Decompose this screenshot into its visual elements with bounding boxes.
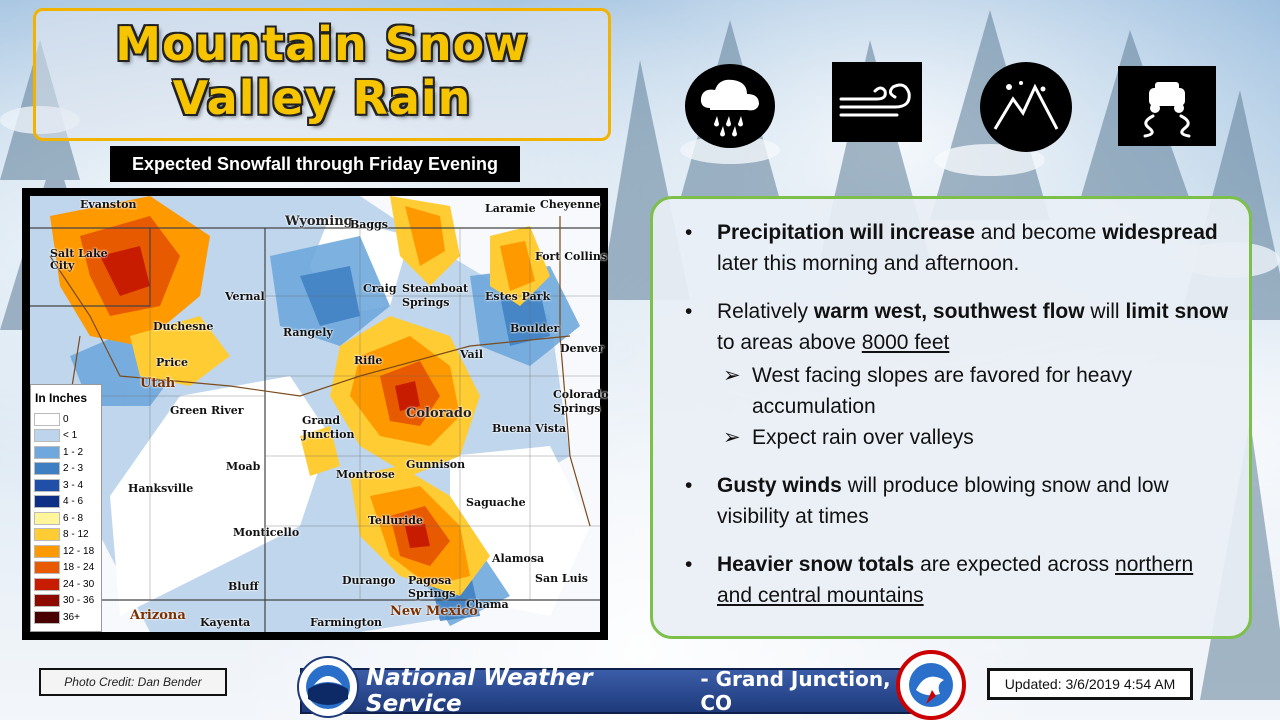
map-label-monticello: Monticello [233,526,300,539]
legend-row [31,510,101,527]
title-line-1: Mountain Snow [115,17,529,71]
legend-swatch [34,512,60,525]
map-label-price: Price [156,356,188,369]
legend-label: 4 - 6 [63,496,84,508]
map-label-arizona: Arizona [130,608,186,623]
legend-label: 24 - 30 [63,578,95,590]
legend-swatch [34,429,60,442]
map-label-farmington: Farmington [310,616,383,629]
bullet-4-underlined: northern and central mountains [717,553,1194,607]
nws-logo-icon [896,650,966,720]
map-label-pagosa-springs: Pagosa Springs [408,574,456,600]
map-label-estes-park: Estes Park [485,290,551,303]
nws-banner [300,665,930,717]
legend-swatch [34,578,60,591]
bullet-2-text-2: to areas above [717,331,862,354]
rain-cloud-icon [685,64,775,148]
map-label-colorado: Colorado [406,406,472,421]
arrow-icon: ➢ [723,426,741,449]
map-label-rangely: Rangely [283,326,333,339]
legend-label: < 1 [63,430,78,442]
map-label-saguache: Saguache [466,496,526,509]
legend-label: 8 - 12 [63,529,89,541]
map-label-san-luis: San Luis [535,572,589,585]
bullet-2-bold-2: limit snow [1125,300,1229,323]
map-label-gunnison: Gunnison [406,458,466,471]
bullet-2-underlined: 8000 feet [861,331,950,354]
legend-swatch [34,495,60,508]
mountain-snow-icon [980,62,1072,152]
legend-label: 6 - 8 [63,512,84,524]
legend-row [31,527,101,544]
bullet-precipitation [683,217,1229,279]
bullet-1-text-1: and become [974,221,1103,244]
legend-row [31,444,101,461]
map-label-duchesne: Duchesne [153,320,214,333]
legend-swatch [34,479,60,492]
legend-swatch [34,462,60,475]
bullet-4-bold: Heavier snow totals [717,553,915,576]
map-subtitle: Expected Snowfall through Friday Evening [110,146,520,182]
map-label-fort-collins: Fort Collins [535,250,608,263]
map-legend [30,384,102,632]
map-label-boulder: Boulder [510,322,560,335]
map-canvas [30,196,609,632]
map-label-grand-junction: Grand Junction [302,414,355,441]
legend-label: 12 - 18 [63,545,95,557]
map-label-buena-vista: Buena Vista [492,422,567,435]
legend-label: 18 - 24 [63,562,95,574]
map-label-vernal: Vernal [225,290,265,303]
bullet-gusty-winds [683,470,1229,532]
map-label-laramie: Laramie [485,202,536,215]
legend-label: 30 - 36 [63,595,95,607]
map-label-baggs: Baggs [350,218,389,231]
legend-row [31,543,101,560]
legend-swatch [34,413,60,426]
map-label-salt-lake-city: Salt Lake City [50,247,108,272]
sub-bullet-1-text: West facing slopes are favored for heavy accumulation [752,364,1133,418]
map-label-denver: Denver [560,342,604,355]
updated-timestamp: Updated: 3/6/2019 4:54 AM [987,668,1193,700]
map-label-utah: Utah [140,376,176,391]
bullet-snow-totals [683,549,1229,611]
bullet-1-bold-2: widespread [1102,221,1218,244]
wind-icon [832,62,922,142]
slippery-road-icon [1118,66,1216,146]
map-label-chama: Chama [466,598,509,611]
map-label-montrose: Montrose [336,468,395,481]
sub-bullet-west-slopes [723,360,1229,422]
legend-title: In Inches [35,391,88,405]
legend-swatch [34,594,60,607]
snowfall-map [22,188,608,640]
bullet-1-text-2: later this morning and afternoon. [717,252,1020,275]
legend-label: 2 - 3 [63,463,84,475]
legend-row [31,461,101,478]
legend-label: 1 - 2 [63,446,84,458]
map-label-rifle: Rifle [354,354,383,367]
map-label-moab: Moab [226,460,261,473]
legend-row [31,609,101,626]
map-label-kayenta: Kayenta [200,616,251,629]
map-label-green-river: Green River [170,404,244,417]
legend-label: 0 [63,413,69,425]
forecast-bullets [650,196,1252,639]
bullet-4-text: are expected across [914,553,1116,576]
bullet-2-text-0: Relatively [717,300,814,323]
map-label-colorado-springs: Colorado Springs [553,388,609,415]
map-label-cheyenne: Cheyenne [540,198,601,211]
map-label-vail: Vail [460,348,484,361]
bullet-warm-flow [683,296,1229,358]
nws-name: National Weather Service [366,665,593,717]
legend-swatch [34,545,60,558]
legend-row [31,428,101,445]
map-label-steamboat: Steamboat Springs [402,282,469,309]
office-location: - Grand Junction, CO [700,667,891,715]
legend-row [31,560,101,577]
map-label-alamosa: Alamosa [492,552,545,565]
legend-row [31,576,101,593]
bullet-3-bold: Gusty winds [717,474,842,497]
legend-swatch [34,446,60,459]
map-label-telluride: Telluride [368,514,423,527]
legend-label: 36+ [63,611,80,623]
sub-bullet-valley-rain [723,422,1229,453]
legend-row [31,593,101,610]
bullet-2-bold-1: warm west, southwest flow [813,300,1085,323]
legend-swatch [34,561,60,574]
legend-row [31,494,101,511]
map-label-evanston: Evanston [80,198,137,211]
legend-swatch [34,611,60,624]
bullet-2-text-1: will [1084,300,1126,323]
bullet-3-text: will produce blowing snow and low visibility at times [717,474,1169,528]
title-line-2: Valley Rain [172,71,472,125]
title-box [33,8,611,141]
photo-credit: Photo Credit: Dan Bender [39,668,227,696]
legend-row [31,411,101,428]
sub-bullet-2-text: Expect rain over valleys [752,426,974,449]
map-label-wyoming: Wyoming [285,214,353,229]
map-label-bluff: Bluff [228,580,259,593]
map-label-hanksville: Hanksville [128,482,194,495]
bullet-1-bold-1: Precipitation will increase [717,221,975,244]
map-label-new-mexico: New Mexico [390,604,478,619]
legend-row [31,477,101,494]
arrow-icon: ➢ [723,364,741,387]
legend-swatch [34,528,60,541]
noaa-logo-icon [296,655,360,719]
map-label-durango: Durango [342,574,396,587]
legend-label: 3 - 4 [63,479,84,491]
map-label-craig: Craig [363,282,397,295]
